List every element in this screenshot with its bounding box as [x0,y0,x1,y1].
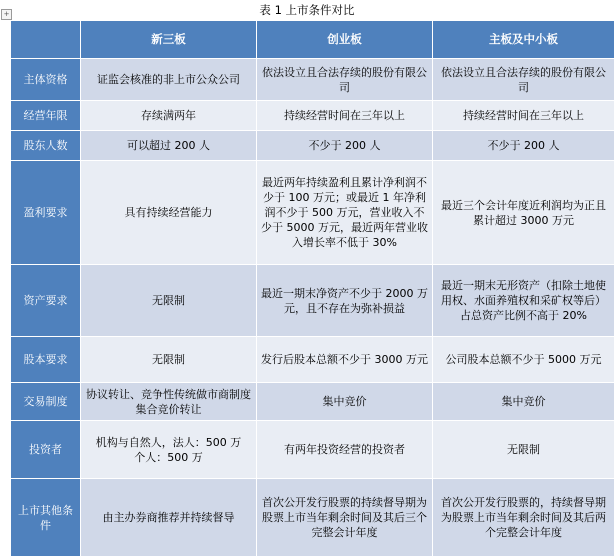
row-label: 上市其他条件 [11,479,81,557]
table-cell: 集中竞价 [257,383,433,421]
table-row [11,421,614,479]
row-label: 主体资格 [11,59,81,101]
table-cell: 不少于 200 人 [433,131,614,161]
table-cell: 无限制 [81,265,257,337]
table-move-handle-icon[interactable]: + [1,9,12,20]
table-caption: 表 1 上市条件对比 [0,0,614,20]
table-row [11,265,614,337]
row-label: 经营年限 [11,101,81,131]
table-row [11,479,614,557]
table-cell: 协议转让、竞争性传统做市商制度集合竞价转让 [81,383,257,421]
row-label: 交易制度 [11,383,81,421]
table-cell: 存续满两年 [81,101,257,131]
row-label: 资产要求 [11,265,81,337]
table-cell: 由主办券商推荐并持续督导 [81,479,257,557]
table-row [11,337,614,383]
table-cell: 最近一期末无形资产（扣除土地使用权、水面养殖权和采矿权等后）占总资产比例不高于 20% [433,265,614,337]
table-row [11,101,614,131]
row-label: 盈利要求 [11,161,81,265]
header-chuangyeban: 创业板 [257,21,433,59]
table-cell: 公司股本总额不少于 5000 万元 [433,337,614,383]
table-cell: 有两年投资经营的投资者 [257,421,433,479]
table-cell: 无限制 [81,337,257,383]
table-cell: 证监会核准的非上市公众公司 [81,59,257,101]
table-cell: 集中竞价 [433,383,614,421]
table-cell: 最近一期末净资产不少于 2000 万元，且不存在为弥补损益 [257,265,433,337]
comparison-table [10,20,614,557]
table-row [11,161,614,265]
table-cell: 最近三个会计年度近利润均为正且累计超过 3000 万元 [433,161,614,265]
row-label: 股东人数 [11,131,81,161]
table-cell: 依法设立且合法存续的股份有限公司 [433,59,614,101]
table-row [11,383,614,421]
table-cell: 持续经营时间在三年以上 [257,101,433,131]
table-cell: 发行后股本总额不少于 3000 万元 [257,337,433,383]
table-cell: 机构与自然人，法人：500 万 个人：500 万 [81,421,257,479]
table-cell: 不少于 200 人 [257,131,433,161]
table-cell: 首次公开发行股票的持续督导期为股票上市当年剩余时间及其后三个完整会计年度 [257,479,433,557]
header-zhuban: 主板及中小板 [433,21,614,59]
table-row [11,131,614,161]
table-cell: 无限制 [433,421,614,479]
table-cell: 依法设立且合法存续的股份有限公司 [257,59,433,101]
table-cell: 持续经营时间在三年以上 [433,101,614,131]
header-corner [11,21,81,59]
table-cell: 最近两年持续盈利且累计净利润不少于 100 万元；或最近 1 年净利润不少于 500 万元，营业收入不少于 5000 万元，最近两年营业收入增长率不低于 30% [257,161,433,265]
table-cell: 可以超过 200 人 [81,131,257,161]
table-cell: 首次公开发行股票的，持续督导期为股票上市当年剩余时间及其后两个完整会计年度 [433,479,614,557]
row-label: 股本要求 [11,337,81,383]
row-label: 投资者 [11,421,81,479]
table-row [11,59,614,101]
header-xinsanban: 新三板 [81,21,257,59]
table-cell: 具有持续经营能力 [81,161,257,265]
header-row [11,21,614,59]
